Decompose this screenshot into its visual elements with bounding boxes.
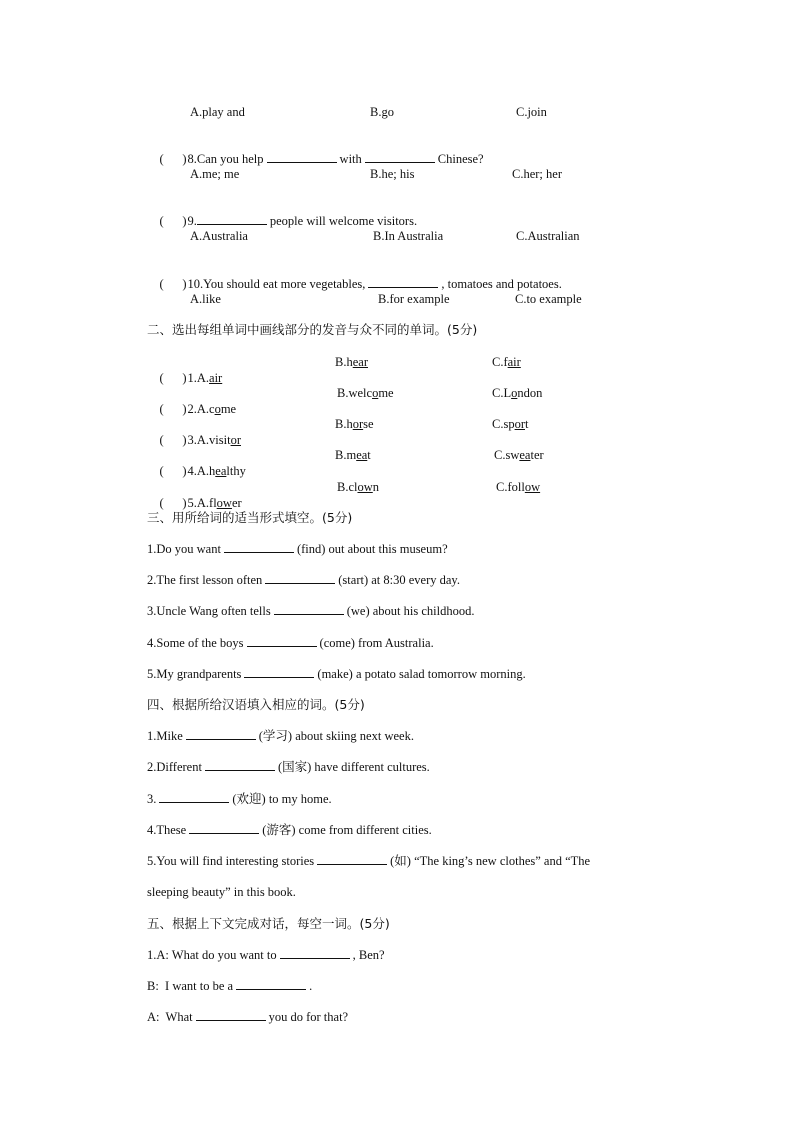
- sec2-item-4: ( )4.A.healthy: [159, 464, 246, 478]
- blank[interactable]: [274, 603, 344, 615]
- blank[interactable]: [186, 728, 256, 740]
- dialogue-line-3: A: What you do for that?: [147, 1010, 349, 1024]
- answer-paren[interactable]: ( ): [159, 464, 187, 478]
- blank[interactable]: [224, 541, 294, 553]
- blank[interactable]: [244, 666, 314, 678]
- section-2-title: 二、选出每组单词中画线部分的发音与众不同的单词。(5分): [147, 322, 478, 337]
- blank[interactable]: [365, 151, 435, 163]
- q7-option-b: B.go: [370, 105, 394, 119]
- q9-option-a: A.Australia: [190, 229, 248, 243]
- sec2-item-2-option-c: C.London: [492, 386, 543, 400]
- sec2-item-3: ( )3.A.visitor: [159, 433, 241, 447]
- q10-option-b: B.for example: [378, 292, 450, 306]
- blank[interactable]: [265, 572, 335, 584]
- q8-option-a: A.me; me: [190, 167, 240, 181]
- blank[interactable]: [236, 978, 306, 990]
- blank[interactable]: [280, 947, 350, 959]
- blank[interactable]: [159, 791, 229, 803]
- answer-paren[interactable]: ( ): [159, 496, 187, 510]
- question-8: ( )8.Can you help with Chinese?: [159, 152, 484, 166]
- sec3-item-4: 4.Some of the boys (come) from Australia.: [147, 636, 434, 650]
- sec2-item-5-option-c: C.follow: [496, 480, 541, 494]
- q8-option-b: B.he; his: [370, 167, 415, 181]
- answer-paren[interactable]: ( ): [159, 402, 187, 416]
- sec2-item-3-option-b: B.horse: [335, 417, 374, 431]
- q10-option-c: C.to example: [515, 292, 582, 306]
- q9-option-b: B.In Australia: [373, 229, 444, 243]
- sec4-item-1: 1.Mike (学习) about skiing next week.: [147, 729, 414, 743]
- sec4-item-5: 5.You will find interesting stories (如) “The king’s new clothes” and “The: [147, 854, 591, 868]
- q9-option-c: C.Australian: [516, 229, 580, 243]
- sec4-item-4: 4.These (游客) come from different cities.: [147, 823, 432, 837]
- sec3-item-5: 5.My grandparents (make) a potato salad tomorrow morning.: [147, 667, 526, 681]
- answer-paren[interactable]: ( ): [159, 433, 187, 447]
- answer-paren[interactable]: ( ): [159, 214, 187, 228]
- sec2-item-3-option-c: C.sport: [492, 417, 529, 431]
- q8-option-c: C.her; her: [512, 167, 562, 181]
- section-3-title: 三、用所给词的适当形式填空。(5分): [147, 510, 353, 525]
- section-5-title: 五、根据上下文完成对话，每空一词。(5分): [147, 916, 390, 931]
- question-9: ( )9. people will welcome visitors.: [159, 214, 418, 228]
- dialogue-line-2: B: I want to be a .: [147, 979, 313, 993]
- sec2-item-1-option-c: C.fair: [492, 355, 521, 369]
- sec2-item-1: ( )1.A.air: [159, 371, 223, 385]
- sec2-item-2: ( )2.A.come: [159, 402, 237, 416]
- blank[interactable]: [197, 213, 267, 225]
- sec4-item-2: 2.Different (国家) have different cultures.: [147, 760, 430, 774]
- sec4-item-5-continued: sleeping beauty” in this book.: [147, 885, 296, 899]
- sec3-item-2: 2.The first lesson often (start) at 8:30 every day.: [147, 573, 460, 587]
- blank[interactable]: [267, 151, 337, 163]
- sec3-item-1: 1.Do you want (find) out about this museum?: [147, 542, 448, 556]
- sec3-item-3: 3.Uncle Wang often tells (we) about his childhood.: [147, 604, 475, 618]
- blank[interactable]: [247, 635, 317, 647]
- sec2-item-4-option-b: B.meat: [335, 448, 371, 462]
- sec4-item-3: 3. (欢迎) to my home.: [147, 792, 332, 806]
- q10-option-a: A.like: [190, 292, 221, 306]
- sec2-item-2-option-b: B.welcome: [337, 386, 394, 400]
- answer-paren[interactable]: ( ): [159, 371, 187, 385]
- sec2-item-5-option-b: B.clown: [337, 480, 380, 494]
- q7-option-a: A.play and: [190, 105, 245, 119]
- blank[interactable]: [189, 822, 259, 834]
- blank[interactable]: [205, 759, 275, 771]
- answer-paren[interactable]: ( ): [159, 277, 187, 291]
- dialogue-line-1: 1.A: What do you want to , Ben?: [147, 948, 385, 962]
- answer-paren[interactable]: ( ): [159, 152, 187, 166]
- sec2-item-5: ( )5.A.flower: [159, 496, 242, 510]
- section-4-title: 四、根据所给汉语填入相应的词。(5分): [147, 697, 365, 712]
- blank[interactable]: [317, 853, 387, 865]
- sec2-item-4-option-c: C.sweater: [494, 448, 544, 462]
- question-10: ( )10.You should eat more vegetables, , tomatoes and potatoes.: [159, 277, 562, 291]
- q7-option-c: C.join: [516, 105, 547, 119]
- sec2-item-1-option-b: B.hear: [335, 355, 368, 369]
- blank[interactable]: [196, 1009, 266, 1021]
- blank[interactable]: [368, 276, 438, 288]
